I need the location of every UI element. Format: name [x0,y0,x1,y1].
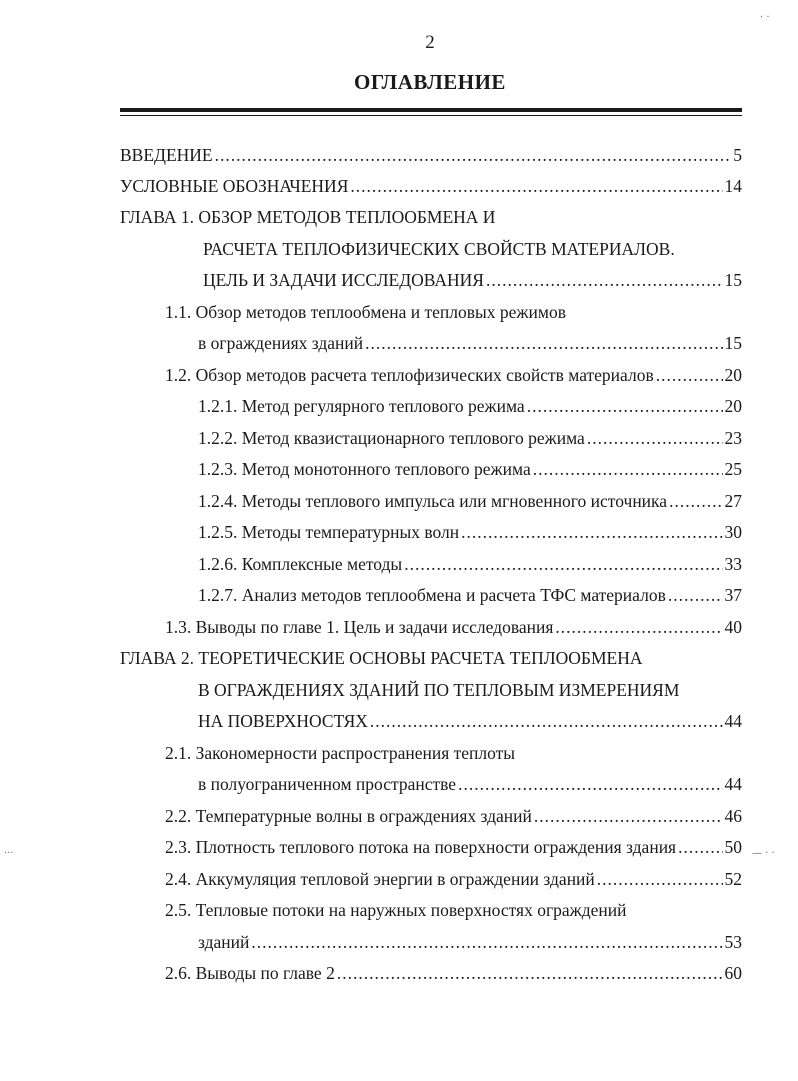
toc-entry-page: 33 [724,554,742,574]
toc-entry-page: 15 [724,270,742,290]
toc-entry-page: 5 [733,145,742,165]
toc-entry-text: 2.3. Плотность теплового потока на поверхности ограждения здания [165,837,677,857]
toc-entry-page: 40 [724,617,742,637]
toc-section-1-2-4 [198,490,742,512]
toc-entry-text: УСЛОВНЫЕ ОБОЗНАЧЕНИЯ [120,176,349,196]
toc-section-2-5-line-1: 2.5. Тепловые потоки на наружных поверхностях ограждений [165,900,627,920]
toc-entry-page: 44 [724,774,742,794]
scan-speck-right: — · · [752,848,775,859]
toc-section-1-1-line-1: 1.1. Обзор методов теплообмена и тепловых режимов [165,302,566,322]
toc-entry-page: 27 [724,491,742,511]
toc-section-1-2-5 [198,521,742,543]
toc-entry-text: 2.2. Температурные волны в ограждениях зданий [165,806,532,826]
toc-entry-notation [120,175,742,197]
toc-entry-text: в ограждениях зданий [198,333,364,353]
toc-entry-page: 50 [724,837,742,857]
toc-entry-page: 14 [724,176,742,196]
page-title: ОГЛАВЛЕНИЕ [354,70,506,94]
toc-entry-text: 1.2.3. Метод монотонного теплового режима [198,459,531,479]
toc-entry-text: ВВЕДЕНИЕ [120,145,213,165]
toc-entry-page: 46 [724,806,742,826]
toc-entry-page: 20 [724,365,742,385]
toc-section-1-2-1 [198,395,742,417]
toc-chapter-2-line-3 [198,710,742,732]
toc-section-2-1-line-1: 2.1. Закономерности распространения теплоты [165,743,516,763]
toc-entry-page: 44 [724,711,742,731]
toc-entry-text: 2.4. Аккумуляция тепловой энергии в ограждении зданий [165,869,595,889]
toc-entry-introduction [120,144,742,166]
title-rule-thin [120,115,742,116]
toc-chapter-2-line-2: В ОГРАЖДЕНИЯХ ЗДАНИЙ ПО ТЕПЛОВЫМ ИЗМЕРЕНИЯМ [198,680,680,700]
toc-section-2-4 [165,868,742,890]
toc-entry-page: 30 [724,522,742,542]
toc-entry-text: 2.6. Выводы по главе 2 [165,963,335,983]
toc-entry-text: 1.2.4. Методы теплового импульса или мгновенного источника [198,491,668,511]
page-number: 2 [425,32,435,53]
toc-entry-page: 60 [724,963,742,983]
toc-section-1-3 [165,616,742,638]
toc-entry-text: 1.2.7. Анализ методов теплообмена и расчета ТФС материалов [198,585,666,605]
toc-chapter-1-line-2: РАСЧЕТА ТЕПЛОФИЗИЧЕСКИХ СВОЙСТВ МАТЕРИАЛОВ. [203,239,675,259]
toc-entry-page: 53 [724,932,742,952]
toc-entry-page: 15 [724,333,742,353]
title-rule [120,108,742,112]
toc-entry-page: 52 [724,869,742,889]
toc-section-1-1-line-2 [198,332,742,354]
toc-section-1-2-7 [198,584,742,606]
toc-entry-text: НА ПОВЕРХНОСТЯХ [198,711,368,731]
toc-entry-page: 25 [724,459,742,479]
toc-entry-text: 1.2.5. Методы температурных волн [198,522,460,542]
toc-entry-text: ЦЕЛЬ И ЗАДАЧИ ИССЛЕДОВАНИЯ [203,270,484,290]
toc-section-1-2-6 [198,553,742,575]
toc-entry-text: 1.3. Выводы по главе 1. Цель и задачи исследования [165,617,554,637]
toc-section-1-2-2 [198,427,742,449]
toc-entry-page: 20 [724,396,742,416]
toc-chapter-1-line-3 [203,269,742,291]
toc-section-2-1-line-2 [198,773,742,795]
toc-entry-text: 1.2.6. Комплексные методы [198,554,403,574]
toc-chapter-1-line-1: ГЛАВА 1. ОБЗОР МЕТОДОВ ТЕПЛООБМЕНА И [120,207,496,227]
toc-entry-text: в полуограниченном пространстве [198,774,457,794]
toc-entry-page: 37 [724,585,742,605]
toc-section-2-6 [165,962,742,984]
scan-speck-left: ··· [4,848,14,859]
toc-section-1-2-3 [198,458,742,480]
toc-entry-page: 23 [724,428,742,448]
toc-section-1-2 [165,364,742,386]
toc-section-2-3 [165,836,742,858]
toc-entry-text: 1.2.1. Метод регулярного теплового режима [198,396,525,416]
toc-entry-text: 1.2.2. Метод квазистационарного теплового режима [198,428,585,448]
scan-speck-top-right: · · [760,12,770,23]
toc-entry-text: зданий [198,932,250,952]
toc-section-2-2 [165,805,742,827]
toc-entry-text: 1.2. Обзор методов расчета теплофизических свойств материалов [165,365,654,385]
toc-chapter-2-line-1: ГЛАВА 2. ТЕОРЕТИЧЕСКИЕ ОСНОВЫ РАСЧЕТА ТЕПЛООБМЕНА [120,648,643,668]
toc-section-2-5-line-2 [198,931,742,953]
